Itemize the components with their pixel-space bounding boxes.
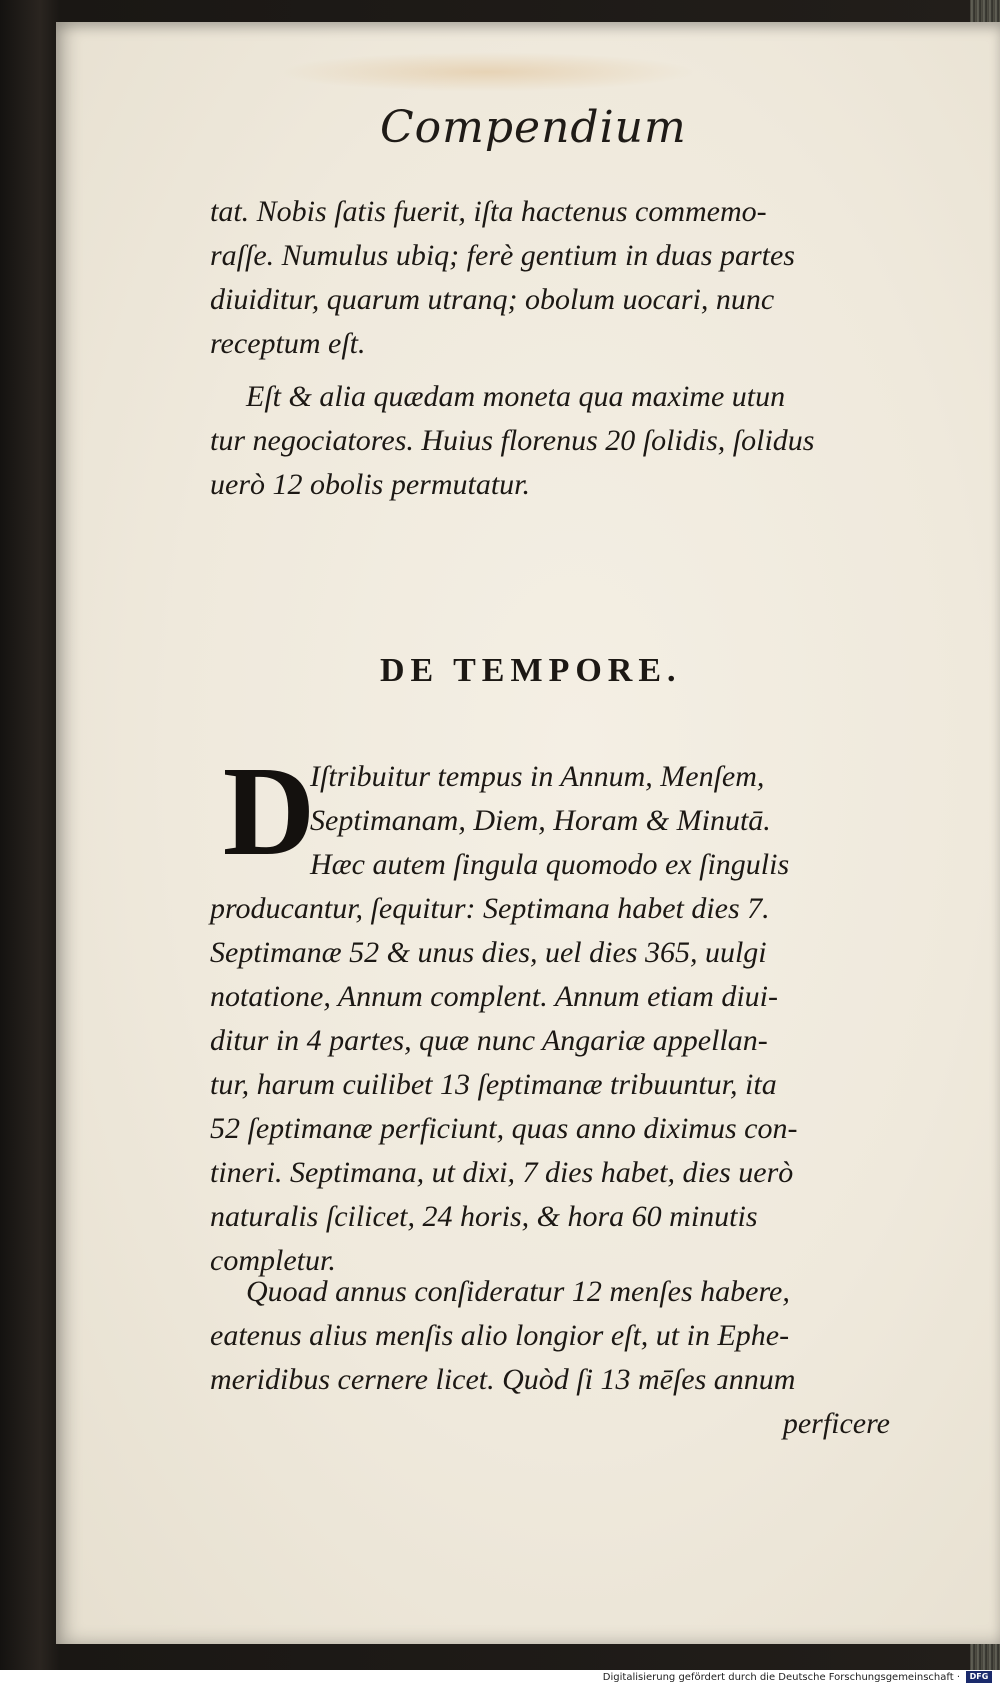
text-line: naturalis ſcilicet, 24 horis, & hora 60 minutis — [210, 1200, 758, 1233]
digitization-credit: Digitalisierung gefördert durch die Deutsche Forschungsgemeinschaft · — [602, 1672, 960, 1683]
text-line: Iſtribuitur tempus in Annum, Menſem, — [310, 760, 765, 793]
running-head: Compendium — [380, 102, 687, 153]
paragraph-months — [210, 1270, 910, 1446]
text-line: eatenus alius menſis alio longior eſt, ut in Ephe- — [210, 1319, 790, 1352]
text-line: uerò 12 obolis permutatur. — [210, 468, 531, 501]
text-line: tat. Nobis ſatis fuerit, iſta hactenus commemo- — [210, 195, 767, 228]
text-line: Quoad annus conſideratur 12 menſes habere, — [246, 1275, 790, 1308]
text-line: diuiditur, quarum utranq; obolum uocari, nunc — [210, 283, 775, 316]
section-heading: DE TEMPORE. — [380, 652, 682, 689]
text-line: Septimanæ 52 & unus dies, uel dies 365, uulgi — [210, 936, 767, 969]
text-line: tineri. Septimana, ut dixi, 7 dies habet, dies uerò — [210, 1156, 794, 1189]
text-line: tur negociatores. Huius florenus 20 ſolidis, ſolidus — [210, 424, 815, 457]
dfg-logo: DFG — [966, 1671, 992, 1683]
text-line: receptum eſt. — [210, 327, 366, 360]
page-stain — [276, 52, 696, 92]
text-line: Eſt & alia quædam moneta qua maxime utun — [246, 380, 786, 413]
paragraph-time-division — [210, 740, 910, 1283]
text-line: completur. — [210, 1244, 336, 1277]
text-line: notatione, Annum complent. Annum etiam diui- — [210, 980, 778, 1013]
text-line: raſſe. Numulus ubiq; ferè gentium in duas partes — [210, 239, 795, 272]
text-line: Hæc autem ſingula quomodo ex ſingulis — [310, 848, 790, 881]
text-line: Septimanam, Diem, Horam & Minutā. — [310, 804, 771, 837]
paragraph-merchant-coin — [210, 375, 910, 507]
drop-cap: D — [222, 740, 316, 882]
catchword: perficere — [782, 1407, 890, 1440]
paragraph-money — [210, 190, 910, 366]
text-line: ditur in 4 partes, quæ nunc Angariæ appellan- — [210, 1024, 768, 1057]
text-line: tur, harum cuilibet 13 ſeptimanæ tribuuntur, ita — [210, 1068, 777, 1101]
text-line: meridibus cernere licet. Quòd ſi 13 mēſes annum — [210, 1363, 796, 1396]
text-line: 52 ſeptimanæ perficiunt, quas anno diximus con- — [210, 1112, 798, 1145]
text-line: producantur, ſequitur: Septimana habet dies 7. — [210, 892, 770, 925]
